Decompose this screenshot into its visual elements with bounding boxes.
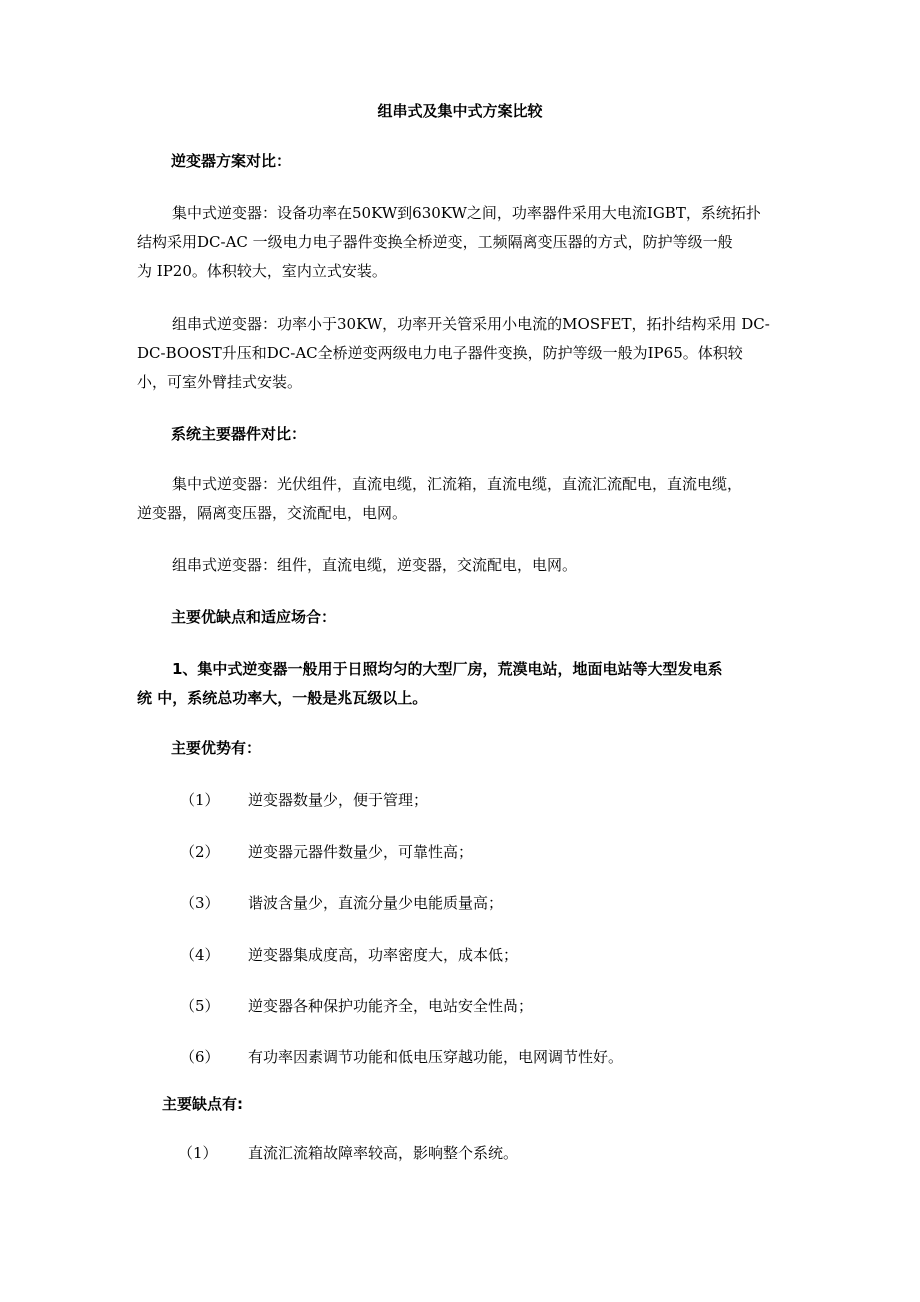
advantages-heading: 主要优势有： bbox=[171, 739, 262, 757]
paragraph-string-inverter bbox=[137, 310, 787, 397]
paragraph-components-string: 组串式逆变器：组件，直流电缆，逆变器，交流配电，电网。 bbox=[172, 556, 578, 574]
list-item-number: （5） bbox=[180, 997, 220, 1015]
list-item-text: 逆变器各种保护功能齐全，电站安全性咼； bbox=[248, 997, 534, 1015]
paragraph-line: 集中式逆变器：光伏组件，直流电缆，汇流箱，直流电缆，直流汇流配电，直流电缆， bbox=[172, 475, 743, 493]
paragraph-line: 集中式逆变器：设备功率在50KW到630KW之间，功率器件采用大电流IGBT，系统拓扑 bbox=[172, 204, 761, 222]
list-item-number: （1） bbox=[180, 791, 220, 809]
section-heading-pros-cons: 主要优缺点和适应场合： bbox=[171, 608, 337, 626]
paragraph-line: 为 IP20。体积较大，室内立式安装。 bbox=[137, 262, 387, 280]
list-item-text: 谐波含量少，直流分量少电能质量高； bbox=[248, 894, 504, 912]
paragraph-central-inverter bbox=[137, 199, 787, 286]
list-item-number: （6） bbox=[180, 1048, 220, 1066]
paragraph-line: DC-BOOST升压和DC-AC全桥逆变两级电力电子器件变换，防护等级一般为IP65。体积较 bbox=[137, 344, 743, 362]
paragraph-line: 组串式逆变器：功率小于30KW，功率开关管采用小电流的MOSFET，拓扑结构采用 DC- bbox=[172, 315, 770, 333]
paragraph-line: 结构采用DC-AC 一级电力电子器件变换全桥逆变，工频隔离变压器的方式，防护等级一般 bbox=[137, 233, 733, 251]
document-title: 组串式及集中式方案比较 bbox=[377, 102, 543, 120]
paragraph-line: 1、集中式逆变器一般用于日照均匀的大型厂房，荒漠电站，地面电站等大型发电系 bbox=[172, 660, 723, 678]
list-item-number: （4） bbox=[180, 946, 220, 964]
section-heading-components-comparison: 系统主要器件对比： bbox=[171, 425, 307, 443]
list-item-text: 有功率因素调节功能和低电压穿越功能，电网调节性好。 bbox=[248, 1048, 624, 1066]
list-item-number: （1） bbox=[178, 1144, 218, 1162]
paragraph-line: 逆变器，隔离变压器，交流配电，电网。 bbox=[137, 504, 408, 522]
list-item-number: （3） bbox=[180, 894, 220, 912]
paragraph-components-central bbox=[137, 470, 797, 528]
paragraph-line: 统 中，系统总功率大，一般是兆瓦级以上。 bbox=[137, 689, 428, 707]
paragraph-line: 小，可室外臂挂式安装。 bbox=[137, 373, 303, 391]
list-item-text: 直流汇流箱故障率较高，影响整个系统。 bbox=[248, 1144, 519, 1162]
disadvantages-heading: 主要缺点有: bbox=[162, 1095, 243, 1113]
list-item-text: 逆变器集成度高，功率密度大，成本低； bbox=[248, 946, 519, 964]
paragraph-point-1 bbox=[137, 655, 787, 713]
list-item-number: （2） bbox=[180, 843, 220, 861]
list-item-text: 逆变器数量少，便于管理； bbox=[248, 791, 429, 809]
section-heading-inverter-comparison: 逆变器方案对比： bbox=[171, 152, 292, 170]
list-item-text: 逆变器元器件数量少，可靠性高； bbox=[248, 843, 474, 861]
